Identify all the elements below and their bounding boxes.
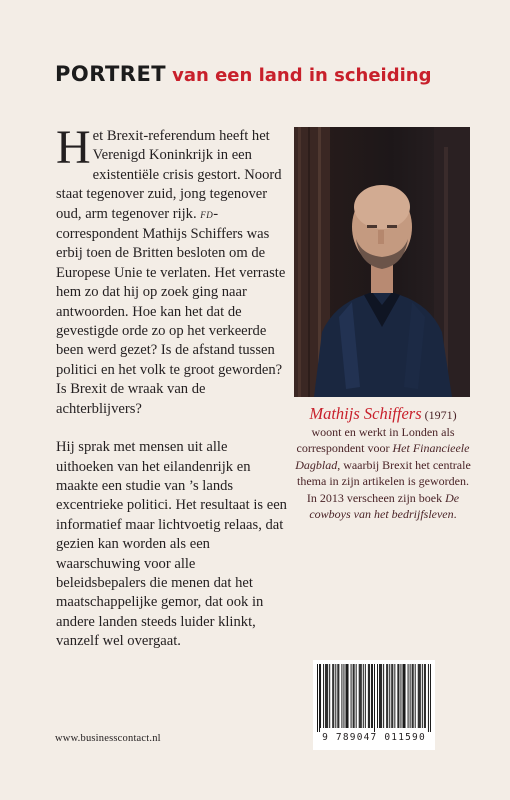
barcode-bar — [386, 664, 387, 728]
barcode-bar — [412, 664, 413, 728]
barcode-bar — [391, 664, 392, 728]
barcode-bar — [400, 664, 401, 728]
barcode-bar — [354, 664, 355, 728]
bio-newspaper: Het Financieele Dagblad — [295, 441, 470, 472]
barcode-bar — [422, 664, 423, 728]
publisher-website: www.businesscontact.nl — [55, 733, 161, 744]
barcode-bar — [405, 664, 406, 728]
barcode-bar — [425, 664, 426, 728]
barcode-bar — [389, 664, 390, 728]
barcode-bar — [374, 664, 375, 732]
barcode-bar — [363, 664, 364, 728]
bio-book-title: De cowboys van het bedrijfsleven — [309, 490, 460, 521]
barcode-bar — [392, 664, 393, 728]
barcode-bar — [428, 664, 429, 732]
blurb-p1-part2: -correspondent Mathijs Schiffers was erbij toen de Britten besloten om de Europese Unie te verlaten. Het verraste hem zo dat hij op zoek ging naar antwoorden. Hoe kan het dat de gevestigde orde zo op het verkeerde been werd gezet? Is de afstand tussen politici en het volk te groot geworden? Is Brexit de wraak van de achterblijvers? — [56, 205, 286, 417]
barcode-bar — [430, 664, 431, 732]
barcode-bar — [319, 664, 320, 732]
barcode-bar — [415, 664, 416, 728]
barcode-bar — [368, 664, 369, 728]
barcode-bar — [323, 664, 324, 728]
isbn-number: 9 789047 011590 — [322, 732, 426, 743]
barcode-bar — [346, 664, 347, 728]
bio-line-2: , waarbij Brexit het centrale thema in zijn artikelen is geworden. — [297, 457, 471, 488]
barcode-bar — [361, 664, 362, 728]
barcode-bar — [383, 664, 384, 728]
author-photo — [294, 127, 470, 397]
barcode-bar — [341, 664, 342, 728]
title-bold: PORTRET — [55, 62, 167, 86]
barcode-bar — [365, 664, 366, 728]
barcode-bar — [329, 664, 330, 728]
barcode-bar — [335, 664, 336, 728]
blurb-p1-part1: et Brexit-referendum heeft het Verenigd Koninkrijk in een existentiële crisis gestort. Noord staat tegenover zuid, jong tegenover oud, arm tegenover rijk. — [56, 128, 282, 222]
barcode-bar — [360, 664, 361, 728]
barcode-bar — [387, 664, 388, 728]
barcode-bar — [418, 664, 419, 728]
cover-title — [55, 62, 431, 86]
barcode-bar — [420, 664, 421, 728]
isbn-barcode — [313, 660, 435, 750]
barcode-bar — [403, 664, 404, 728]
barcode-bar — [397, 664, 398, 728]
barcode-bar — [317, 664, 318, 732]
barcode-bar — [372, 664, 373, 728]
barcode-bar — [410, 664, 411, 728]
barcode-bar — [333, 664, 334, 728]
bio-line-1: woont en werkt in Londen als correspondent voor — [296, 424, 455, 455]
drop-cap: H — [56, 121, 91, 174]
author-birth-year: (1971) — [424, 408, 457, 422]
barcode-bar — [380, 664, 381, 728]
barcode-bar — [413, 664, 414, 728]
barcode-bar — [356, 664, 357, 728]
barcode-bar — [327, 664, 328, 728]
blurb-paragraph-1 — [56, 121, 288, 419]
barcode-bar — [337, 664, 338, 728]
author-bio — [294, 406, 472, 523]
barcode-bar — [338, 664, 339, 728]
barcode-bar — [408, 664, 409, 728]
blurb-fd-abbr: FD — [200, 209, 214, 220]
barcode-bar — [371, 664, 372, 728]
barcode-bar — [332, 664, 333, 728]
bio-line-3-end: . — [453, 507, 457, 521]
author-portrait-image — [294, 127, 470, 397]
barcode-bar — [394, 664, 395, 728]
barcode-bars — [317, 664, 431, 732]
barcode-bar — [369, 664, 370, 728]
barcode-bar — [379, 664, 380, 728]
barcode-bar — [348, 664, 349, 728]
barcode-bar — [398, 664, 399, 728]
bio-paragraph-1 — [294, 406, 472, 490]
bio-line-3: In 2013 verscheen zijn boek — [306, 490, 446, 505]
barcode-bar — [326, 664, 327, 728]
barcode-bar — [424, 664, 425, 728]
barcode-bar — [351, 664, 352, 728]
barcode-bar — [419, 664, 420, 728]
barcode-bar — [343, 664, 344, 728]
barcode-bar — [353, 664, 354, 728]
blurb-paragraph-2: Hij sprak met mensen uit alle uithoeken van het eilandenrijk en maakte een studie van ’s lands excentrieke politici. Het resultaat is een informatief maar lichtvoetig relaas, dat gezien kan worden als een waarschuwing voor alle beleidsbepalers die menen dat het maatschappelijke gemor, dat ook in andere landen steeds luider klinkt, vanzelf wel overgaat. — [56, 439, 287, 650]
title-subtitle: van een land in scheiding — [172, 65, 432, 86]
bio-paragraph-2 — [294, 490, 472, 523]
barcode-bar — [320, 664, 321, 728]
barcode-bar — [359, 664, 360, 728]
barcode-bar — [347, 664, 348, 728]
author-name: Mathijs Schiffers — [309, 404, 422, 423]
blurb-text — [56, 121, 288, 652]
barcode-bar — [404, 664, 405, 728]
barcode-bar — [377, 664, 378, 728]
barcode-bar — [381, 664, 382, 728]
barcode-bar — [325, 664, 326, 728]
